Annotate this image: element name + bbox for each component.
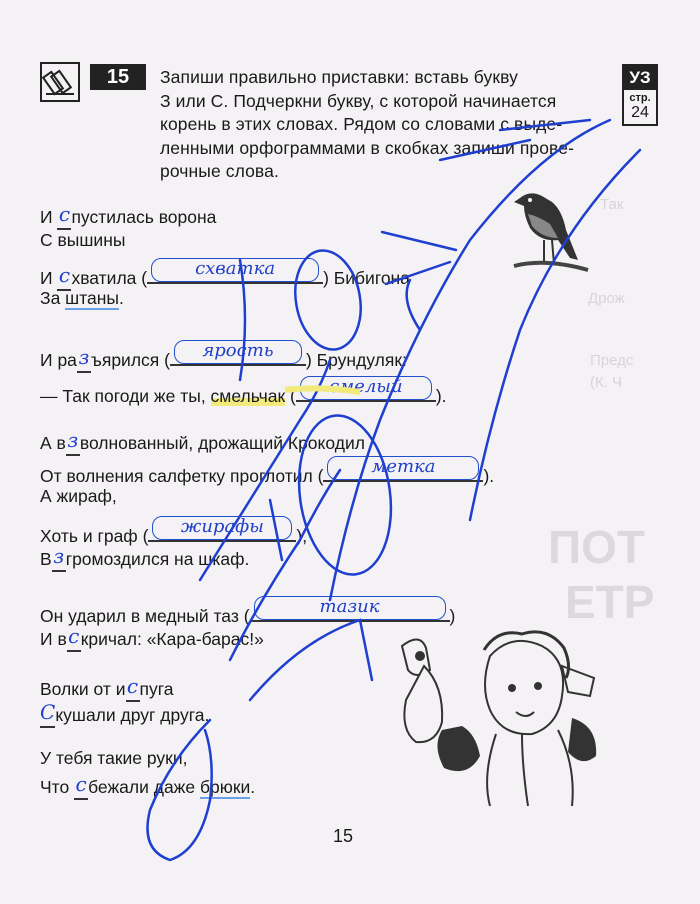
letter-blank[interactable]: з [52, 546, 66, 572]
check-word-field[interactable]: ярость [170, 344, 306, 366]
poem-line: Скушали друг друга. [40, 702, 209, 728]
letter-blank[interactable]: с [74, 774, 88, 800]
poem-line: А жираф, [40, 486, 117, 506]
letter-blank[interactable]: с [126, 676, 140, 702]
show-through-text: Так [600, 196, 624, 213]
check-word-field[interactable]: метка [323, 460, 483, 482]
poem-line: У тебя такие руки, [40, 748, 188, 768]
check-word-field[interactable]: тазик [250, 600, 450, 622]
poem-line: И вскричал: «Кара-барас!» [40, 626, 264, 652]
poem-line: — Так погоди же ты, смельчак ( смелый ). [40, 376, 447, 406]
poem-line: И схватила ( схватка ) Бибигона [40, 262, 410, 291]
check-word-field[interactable]: жирафы [148, 520, 296, 542]
show-through-text: (К. Ч [590, 374, 623, 391]
poem-line: От волнения салфетку проглотил ( метка ). [40, 456, 495, 486]
show-through-text: ПОТ [548, 521, 645, 573]
show-through-text: Предс [590, 352, 634, 369]
poem-line: Что сбежали даже брюки. [40, 774, 255, 800]
poem-line: Хоть и граф ( жирафы ), [40, 516, 308, 546]
crow-illustration [500, 180, 590, 280]
letter-blank[interactable]: с [57, 204, 71, 230]
boy-with-sprayer-illustration [372, 626, 602, 806]
poem-line: И разъярился ( ярость ) Брундуляк: [40, 344, 407, 373]
letter-blank[interactable]: з [77, 347, 91, 373]
poem-line: Волки от испуга [40, 676, 174, 702]
page-reference-badge: УЗ стр. 24 [622, 64, 658, 126]
poem-line: С вышины [40, 230, 126, 250]
letter-blank[interactable]: з [66, 430, 80, 456]
poem-line: Он ударил в медный таз ( тазик ) [40, 596, 456, 626]
books-icon [40, 62, 80, 102]
letter-blank[interactable]: С [40, 702, 55, 728]
show-through-text: ЕТР [565, 576, 655, 628]
poem-line: Взгромоздился на шкаф. [40, 546, 249, 572]
check-word-field[interactable]: смелый [296, 380, 436, 402]
poem-line: И спустилась ворона [40, 204, 216, 230]
show-through-text: Дрож [588, 290, 625, 307]
check-word-field[interactable]: схватка [147, 262, 323, 284]
task-instructions: Запиши правильно приставки: вставь букву З или С. Подчеркни букву, с которой начинается корень в этих словах. Рядом со словами с выде- ленными орфограммами в скобках запиши прове- рочные слова. [160, 67, 575, 181]
page-number: 15 [333, 826, 354, 846]
letter-blank[interactable]: с [57, 265, 71, 291]
letter-blank[interactable]: с [67, 626, 81, 652]
poem-line: За штаны. [40, 288, 124, 308]
poem-line: А взволнованный, дрожащий Крокодил [40, 430, 365, 456]
task-number: 15 [90, 64, 146, 90]
